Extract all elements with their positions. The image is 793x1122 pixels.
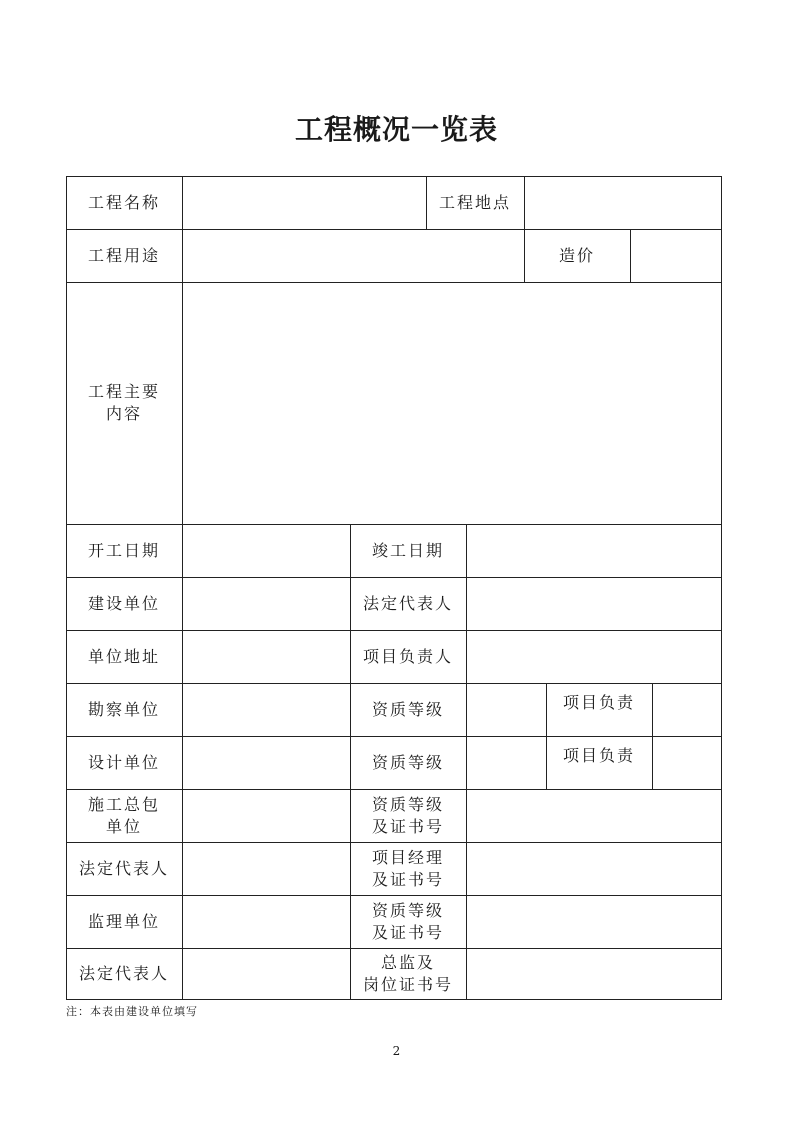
field-start-date[interactable] [183, 525, 350, 577]
field-project-leader[interactable] [467, 631, 721, 683]
field-unit-address[interactable] [183, 631, 350, 683]
label-general-contractor: 施工总包 单位 [87, 794, 160, 836]
label-start-date: 开工日期 [87, 540, 160, 560]
label-project-use: 工程用途 [87, 245, 160, 265]
label-supervision-qualification-cert: 资质等级 及证书号 [371, 900, 444, 942]
page-number: 2 [392, 1044, 401, 1058]
label-contractor-legal-rep: 法定代表人 [78, 858, 169, 878]
field-supervision-unit[interactable] [183, 896, 350, 948]
label-survey-unit: 勘察单位 [87, 699, 160, 719]
label-design-qualification: 资质等级 [371, 752, 444, 772]
field-survey-qualification[interactable] [467, 684, 546, 736]
label-unit-address: 单位地址 [87, 646, 160, 666]
project-overview-table [66, 176, 722, 1000]
field-chief-supervisor-cert[interactable] [467, 949, 721, 999]
label-legal-rep: 法定代表人 [362, 593, 453, 613]
field-project-location[interactable] [525, 177, 721, 229]
label-project-name: 工程名称 [87, 192, 160, 212]
label-contractor-qualification-cert: 资质等级 及证书号 [371, 794, 444, 836]
field-design-project-leader[interactable] [653, 737, 721, 789]
label-main-content: 工程主要 内容 [87, 382, 160, 423]
field-project-name[interactable] [183, 177, 426, 229]
page-title: 工程概况一览表 [294, 113, 498, 146]
label-cost: 造价 [558, 245, 595, 265]
field-project-use[interactable] [183, 230, 524, 282]
label-project-manager-cert: 项目经理 及证书号 [371, 847, 444, 889]
field-cost[interactable] [631, 230, 721, 282]
label-survey-project-leader: 项目负责 [562, 693, 635, 712]
field-supervision-legal-rep[interactable] [183, 949, 350, 999]
label-chief-supervisor-cert: 总监及 岗位证书号 [362, 952, 453, 994]
field-main-content[interactable] [183, 283, 721, 524]
field-legal-rep[interactable] [467, 578, 721, 630]
label-design-unit: 设计单位 [87, 752, 160, 772]
label-project-location: 工程地点 [438, 192, 511, 212]
label-supervision-unit: 监理单位 [87, 911, 160, 931]
field-contractor-legal-rep[interactable] [183, 843, 350, 895]
field-design-unit[interactable] [183, 737, 350, 789]
field-general-contractor[interactable] [183, 790, 350, 842]
field-survey-project-leader[interactable] [653, 684, 721, 736]
field-project-manager-cert[interactable] [467, 843, 721, 895]
field-completion-date[interactable] [467, 525, 721, 577]
label-construction-unit: 建设单位 [87, 593, 160, 613]
label-completion-date: 竣工日期 [371, 540, 444, 560]
label-supervision-legal-rep: 法定代表人 [78, 963, 169, 983]
label-project-leader: 项目负责人 [362, 646, 453, 666]
label-survey-qualification: 资质等级 [371, 699, 444, 719]
field-supervision-qualification-cert[interactable] [467, 896, 721, 948]
field-survey-unit[interactable] [183, 684, 350, 736]
footnote: 注：本表由建设单位填写 [66, 1005, 198, 1018]
field-contractor-qualification-cert[interactable] [467, 790, 721, 842]
field-design-qualification[interactable] [467, 737, 546, 789]
field-construction-unit[interactable] [183, 578, 350, 630]
label-design-project-leader: 项目负责 [562, 746, 635, 765]
